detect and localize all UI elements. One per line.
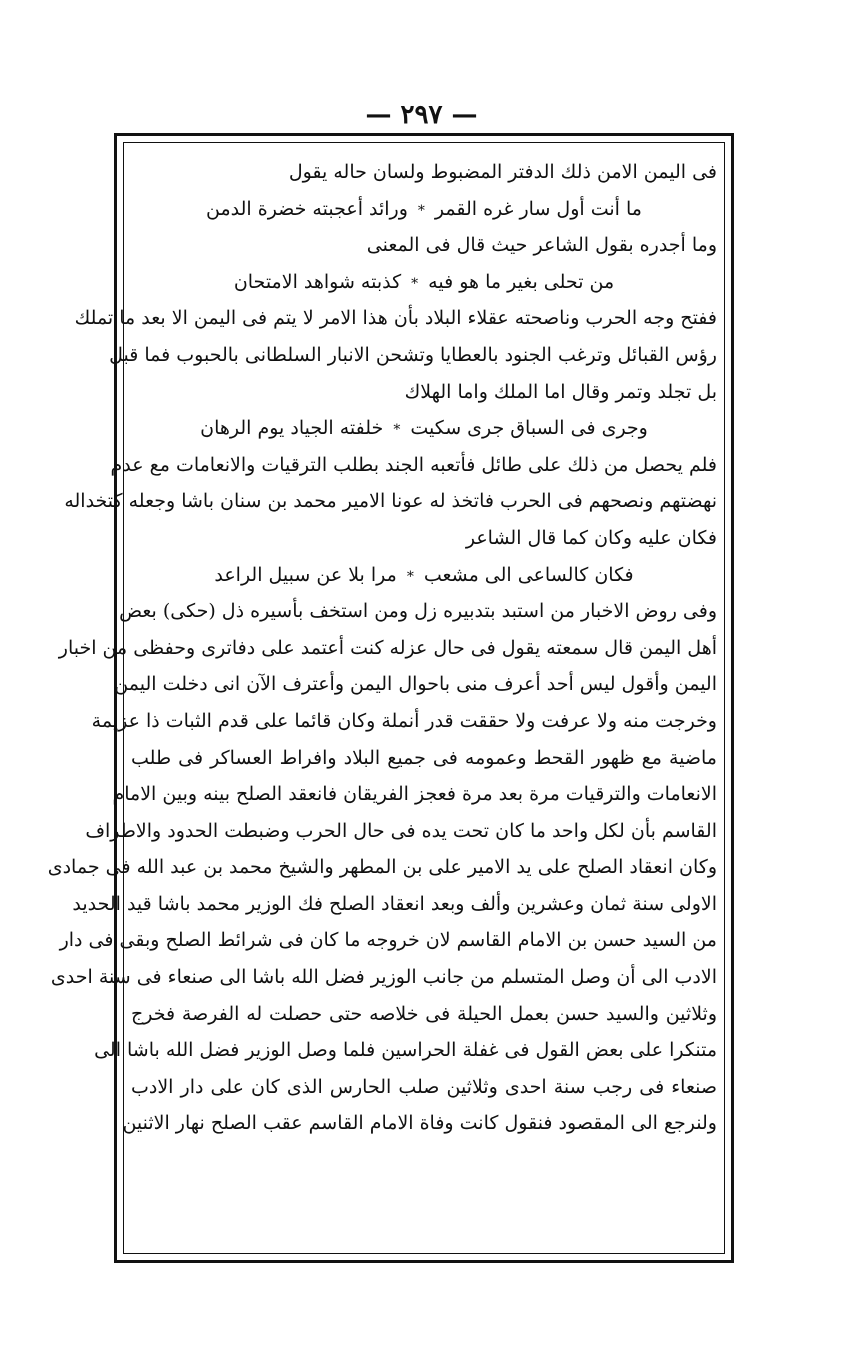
verse-hemistich-second: خلفته الجياد يوم الرهان <box>200 417 384 440</box>
verse-separator-star: * <box>393 422 401 439</box>
verse-hemistich-second: مرا بلا عن سبيل الراعد <box>214 563 397 586</box>
text-line: الادب الى أن وصل المتسلم من جانب الوزير فضل الله باشا الى صنعاء فى سنة احدى <box>50 966 717 989</box>
text-line: الاولى سنة ثمان وعشرين وألف وبعد انعقاد الصلح فك الوزير محمد باشا قيد الحديد <box>72 892 717 915</box>
text-line: ففتح وجه الحرب وناصحته عقلاء البلاد بأن هذا الامر لا يتم فى اليمن الا بعد ما تملك <box>74 307 717 330</box>
text-line: ولنرجع الى المقصود فنقول كانت وفاة الامام القاسم عقب الصلح نهار الاثنين <box>122 1112 717 1135</box>
verse-line <box>131 410 717 447</box>
verse-hemistich-first: فكان كالساعى الى مشعب <box>423 563 634 586</box>
text-line: بل تجلد وتمر وقال اما الملك واما الهلاك <box>404 380 717 403</box>
text-line: اليمن وأقول ليس أحد أعرف منى باحوال اليمن وأعترف الآن انى دخلت اليمن <box>114 673 717 696</box>
verse-hemistich-second: ورائد أعجبته خضرة الدمن <box>206 197 408 220</box>
text-line: فكان عليه وكان كما قال الشاعر <box>465 526 717 549</box>
verse-separator-star: * <box>406 568 414 585</box>
verse-hemistich-second: كذبته شواهد الامتحان <box>233 270 402 293</box>
text-line: من السيد حسن بن الامام القاسم لان خروجه ما كان فى شرائط الصلح وبقى فى دار <box>59 929 717 952</box>
text-line: الانعامات والترقيات مرة بعد مرة فعجز الفريقان فانعقد الصلح بينه وبين الامام <box>112 783 717 806</box>
verse-hemistich-first: وجرى فى السباق جرى سكيت <box>410 417 648 440</box>
text-line: القاسم بأن لكل واحد ما كان تحت يده فى حال الحرب وضبطت الحدود والاطراف <box>85 819 717 842</box>
verse-hemistich-first: من تحلى بغير ما هو فيه <box>428 270 615 293</box>
text-line: وما أجدره بقول الشاعر حيث قال فى المعنى <box>366 234 717 257</box>
text-line: أهل اليمن قال سمعته يقول فى حال عزله كنت أعتمد على دفاترى وحفظى من اخبار <box>58 636 717 659</box>
text-frame <box>47 133 734 1263</box>
text-line: وخرجت منه ولا عرفت ولا حققت قدر أنملة وكان قائما على قدم الثبات ذا عزيمة <box>91 709 717 732</box>
text-line: صنعاء فى رجب سنة احدى وثلاثين صلب الحارس الذى كان على دار الادب <box>131 1075 717 1098</box>
page-number: — ٢٩٧ — <box>365 100 478 130</box>
verse-hemistich-first: ما أنت أول سار غره القمر <box>434 197 642 220</box>
text-line: نهضتهم ونصحهم فى الحرب فاتخذ له عونا الامير محمد بن سنان باشا وجعله كتخداله <box>64 490 717 513</box>
text-line: فى اليمن الامن ذلك الدفتر المضبوط ولسان حاله يقول <box>288 161 717 183</box>
text-line: رؤس القبائل وترغب الجنود بالعطايا وتشحن الانبار السلطانى بالحبوب فما قبل <box>109 343 717 366</box>
verse-separator-star: * <box>417 202 425 219</box>
text-line: وثلاثين والسيد حسن بعمل الحيلة فى خلاصه حتى حصلت له الفرصة فخرج <box>131 1002 717 1025</box>
verse-separator-star: * <box>411 275 419 292</box>
text-line: متنكرا على بعض القول فى غفلة الحراسين فلما وصل الوزير فضل الله باشا الى <box>94 1039 717 1062</box>
verse-line <box>131 264 717 301</box>
verse-line <box>131 557 717 594</box>
text-line: وكان انعقاد الصلح على يد الامير على بن المطهر والشيخ محمد بن عبد الله فى جمادى <box>47 856 717 879</box>
text-line: وفى روض الاخبار من استبد بتدبيره زل ومن استخف بأسيره ذل (حكى) بعض <box>119 600 717 623</box>
text-line: فلم يحصل من ذلك على طائل فأتعبه الجند بطلب الترقيات والانعامات مع عدم <box>110 453 717 476</box>
verse-line <box>131 191 717 228</box>
text-line: ماضية مع ظهور القحط وعمومه فى جميع البلاد وافراط العساكر فى طلب <box>131 746 717 769</box>
text-body <box>47 154 717 1250</box>
